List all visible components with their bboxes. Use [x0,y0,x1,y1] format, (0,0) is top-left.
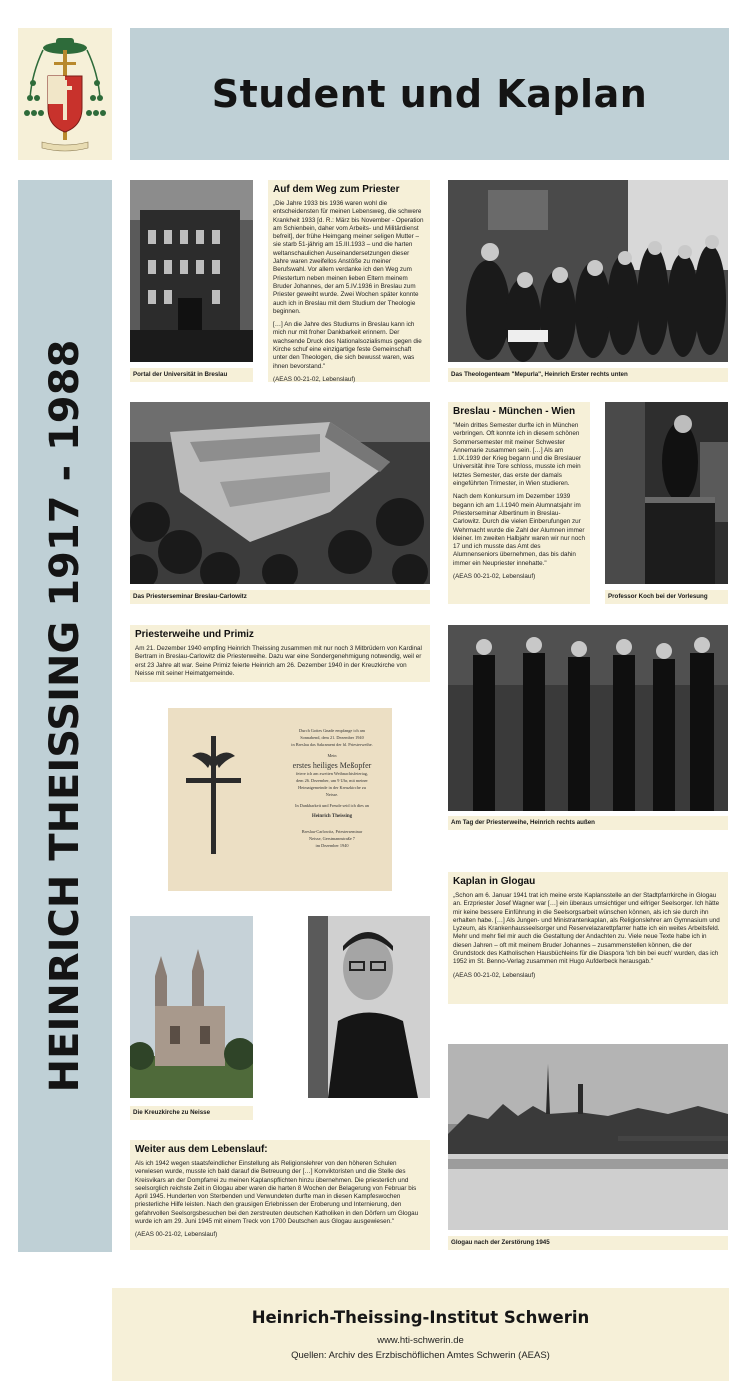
section-weiter-lebenslauf [130,1140,430,1250]
photo-portrait-heinrich [308,916,430,1098]
section-text: „Schon am 6. Januar 1941 trat ich meine erste Kaplansstelle an der Stadtpfarrkirche in Glogau an. Erzpriester Josef Wagner war […] ein überaus umsichtiger und eifriger Seelsorger. Ich hätte mir keine bessere Einführung in die Seelsorgsarbeit wünschen können, als ich sie durch ihn erhalten habe. […] Als Jungen- und Ministrantenkaplan, als Religionslehrer am Gymnasium und Lyzeum, als Krankenhausseelsorger und Reservelazarettpfarrer hatte ich ein weites Arbeitsfeld. Mehr und mehr fiel mir auch die Gestaltung der Andachten zu. Viele neue Texte habe ich in diesen Jahren – oft mit meinem Bruder Johannes – zusammenstellen können, die der Grundstock des Katholischen Hausbüchleins für die Diaspora 'Ich bin bei euch' wurden, das ich 1952 im St. Benno-Verlag zusammen mit Hugo Aufderbeck herausgab." [453,892,720,966]
section-text: Nach dem Konkursum im Dezember 1939 begann ich am 1.I.1940 mein Alumnatsjahr im Priesterseminar Albertinum in Breslau-Carlowitz. Durch die vielen Einberufungen zur Wehrmacht wurde die Zahl der Alumnen immer kleiner. Im zweiten Halbjahr waren wir nur noch 17 und ich musste das Amt des Alumnenseniors übernehmen, das bis dahin immer ein Neupriester innehatte." [453,493,585,567]
sidebar-name-dates: HEINRICH THEISSING 1917 - 1988 [42,339,88,1093]
section-source: (AEAS 00-21-02, Lebenslauf) [453,971,536,979]
sidebar [18,180,112,1252]
photo-kreuzkirche [130,916,253,1098]
caption-kreuzkirche: Die Kreuzkirche zu Neisse [130,1106,253,1120]
card-line: Heinrich Theissing [311,814,353,820]
card-line: in Breslau das Sakrament der hl. Priesterweihe. [291,741,373,747]
photo-professor-koch [605,402,728,584]
coat-of-arms-icon [18,28,112,160]
footer-url[interactable]: www.hti-schwerin.de [377,1335,464,1346]
section-weg-zum-priester [268,180,430,382]
section-source: (AEAS 00-21-02, Lebenslauf) [273,375,356,383]
section-text: Als ich 1942 wegen staatsfeindlicher Einstellung als Religionslehrer von den höheren Schulen verwiesen wurde, musste ich bald darauf die Betreuung der […] Konviktoristen und die Stelle des Kreisvikars an der Dompfarrei zu meinen Kaplanspflichten hinzu übernehmen. Die priesterlich und seelsorglich reichste Zeit in Glogau aber waren die harten 8 Wochen der Belagerung von Februar bis April 1945. Hunderten von Sterbenden und Verwundeten durfte man in diesen Kampfeswochen priesterliche Hilfe leisten. Nach den grausigen Erlebnissen der Eroberung und Internierung, den gefahrvollen Seelsorgsbesuchen bei den zerstreuten deutschen Katholiken in den Dörfern um Glogau wurde ich am 29. Juni 1945 mit einem Treck von 1700 Deutschen aus Glogau ausgewiesen." [135,1160,419,1226]
section-heading: Auf dem Weg zum Priester [273,184,400,195]
primiz-card [168,708,392,891]
primiz-card-text [276,728,388,849]
footer [112,1288,729,1381]
section-text: "Mein drittes Semester durfte ich in München verbringen. Oft konnte ich in diesem schönen Sommersemester mit meiner Schwester Annemarie zusammen sein. […] Als am 1.IX.1939 der Krieg begann und die Breslauer Universität ihre Tore schloss, musste ich mein letztes Semester, das erste der damals eingeführten Trimester, in Wien studieren. [453,422,582,488]
card-line: feiere ich am zweiten Weihnachtsfeiertag, [296,771,368,777]
section-heading: Kaplan in Glogau [453,876,536,887]
title-banner [130,28,729,160]
cross-dove-icon [168,708,258,891]
photo-university-portal [130,180,253,362]
section-heading: Breslau - München - Wien [453,406,576,417]
section-text: „Die Jahre 1933 bis 1936 waren wohl die entscheidensten für meinen Lebensweg, die schwere Krankheit 1933 [d. R.: März bis November - Operation am Schienbein, daher vom Arbeits- und Militärdienst befreit], der frühe Heimgang meiner seligen Mutter – sie starb 51-jährig am 15.III.1933 – und die harten weltanschaulichen Auseinandersetzungen dieser Jahre waren zweifellos Anstöße zu meiner Berufswahl. Vor allem verdanke ich den Weg zum Priestertum neben meinen lieben Eltern meinem Bruder Johannes, der am 5.IV.1936 in Breslau zum Priester geweiht wurde. Zwei Wochen später konnte auch ich in Breslau mit dem Studium der Theologie beginnen. [273,200,424,315]
card-line: Durch Gottes Gnade empfange ich am [299,728,365,733]
caption-mepurla: Das Theologenteam "Mepurla", Heinrich Erster rechts unten [448,368,728,382]
caption-zerstoerung: Glogau nach der Zerstörung 1945 [448,1236,728,1250]
section-priesterweihe [130,625,430,682]
photo-priesterseminar [130,402,430,584]
card-line: In Dankbarkeit und Freude seid ich dies an [295,803,369,809]
section-text: […] An die Jahre des Studiums in Breslau kann ich mich nur mit froher Dankbarkeit erinnern. Der wachsende Druck des Nationalsozialismus gegen die Kirche schuf eine einzigartige feste Gemeinschaft unter den Theologen, die sich bewusst waren, was ihnen bevorstand." [273,321,422,370]
card-line: Heimatgemeinde in der Kreuzkirche zu [298,784,366,790]
section-text: Am 21. Dezember 1940 empfing Heinrich Theissing zusammen mit nur noch 3 Mitbrüdern von Kardinal Bertram in Breslau-Carlowitz die Priesterweihe. Dazu war eine Sondergenehmigung notwendig, weil er erst 23 Jahre alt war. Seine Primiz feierte Heinrich am 26. Dezember 1940 in der Kreuzkirche von Neisse mit seiner Heimatgemeinde. [135,645,422,677]
photo-priesterweihe-tag [448,625,728,811]
card-line: Neisse, Gerstmannstraße 7 [309,835,355,841]
section-source: (AEAS 00-21-02, Lebenslauf) [453,573,536,581]
card-line: Neisse. [325,791,339,797]
card-line: Sonnabend, dem 21. Dezember 1940 [300,734,364,740]
caption-portal: Portal der Universität in Breslau [130,368,253,382]
caption-weihetag: Am Tag der Priesterweihe, Heinrich rechts außen [448,816,728,830]
card-line: Breslau-Carlowitz, Priesterseminar [301,828,363,834]
coat-of-arms [18,28,112,160]
footer-sources: Quellen: Archiv des Erzbischöflichen Amtes Schwerin (AEAS) [291,1350,550,1361]
photo-theologenteam-mepurla [448,180,728,362]
section-heading: Priesterweihe und Primiz [135,629,254,640]
section-source: (AEAS 00-21-02, Lebenslauf) [135,1231,218,1239]
caption-seminar: Das Priesterseminar Breslau-Carlowitz [130,590,430,604]
card-line: erstes heiliges Meßopfer [292,761,372,771]
page-title: Student und Kaplan [211,72,648,116]
card-line: Mein [327,753,337,759]
photo-glogau-zerstoerung [448,1044,728,1230]
section-heading: Weiter aus dem Lebenslauf: [135,1144,268,1155]
footer-institute: Heinrich-Theissing-Institut Schwerin [251,1308,590,1327]
section-kaplan-glogau [448,872,728,1004]
section-breslau-muenchen-wien [448,402,590,604]
caption-koch: Professor Koch bei der Vorlesung [605,590,728,604]
card-line: im Dezember 1940 [315,842,349,848]
card-line: dem 26. Dezember, um 9 Uhr, mit meiner [296,777,368,783]
